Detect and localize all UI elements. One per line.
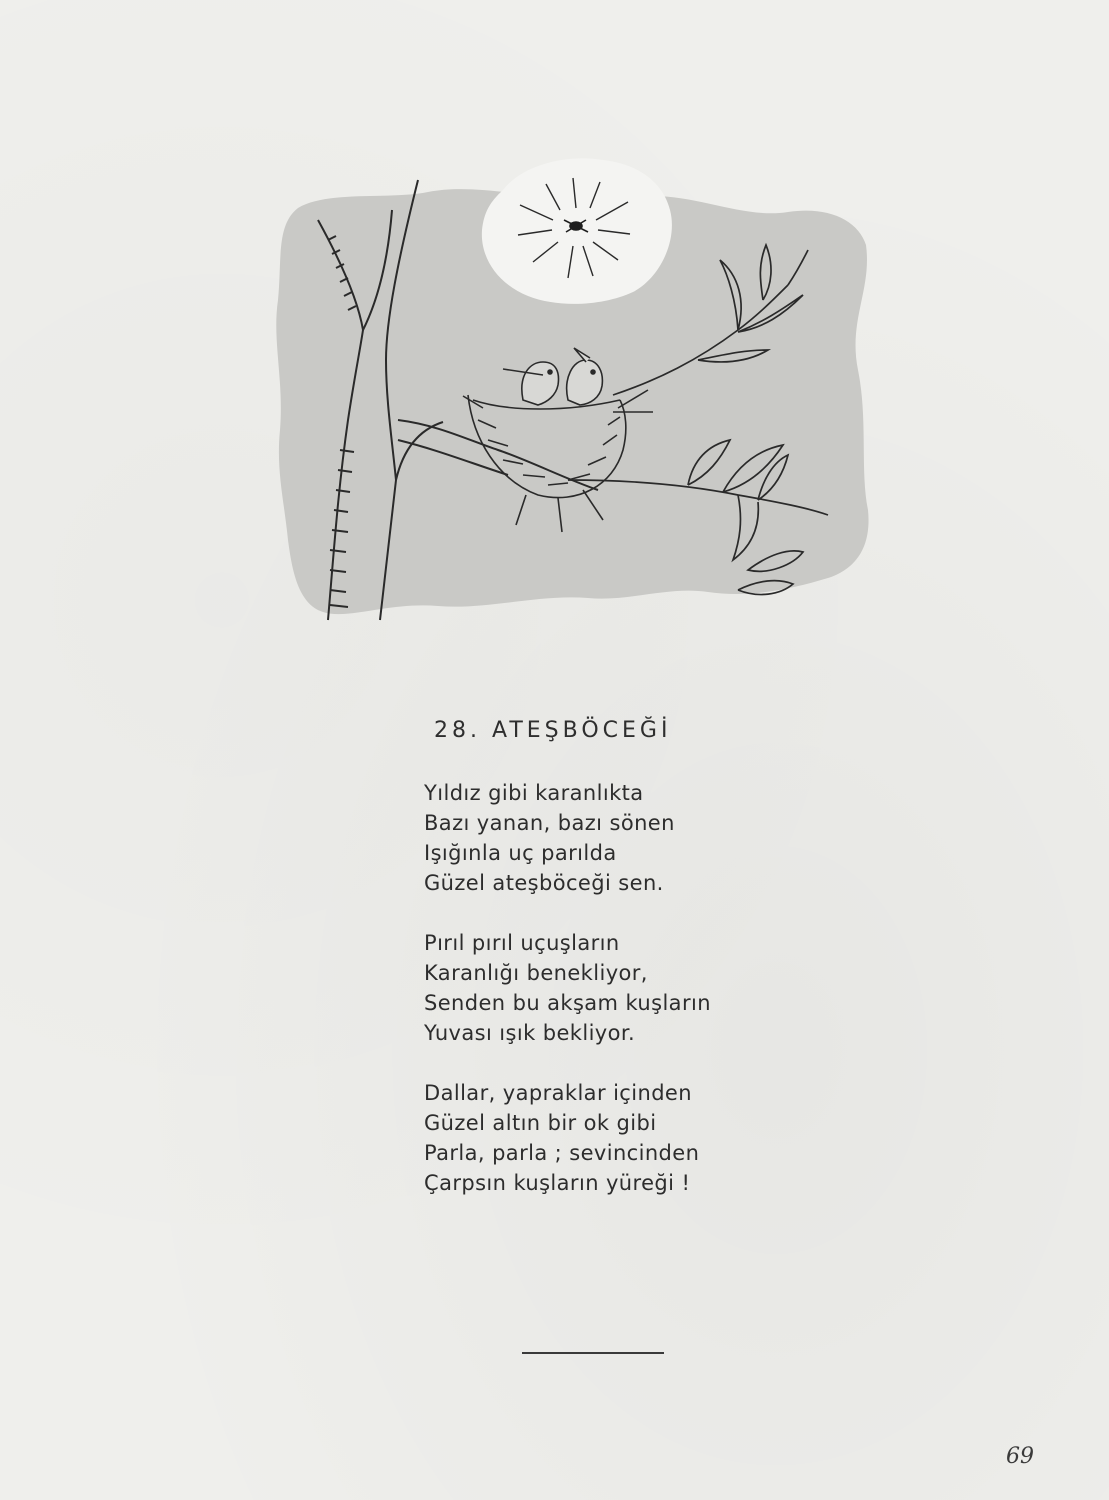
poem-line: Güzel ateşböceği sen. (424, 871, 664, 895)
poem-line: Senden bu akşam kuşların (424, 991, 711, 1015)
poem-line: Dallar, yapraklar içinden (424, 1081, 692, 1105)
poem-line: Yuvası ışık bekliyor. (424, 1021, 636, 1045)
bird-nest-illustration-icon (268, 150, 873, 630)
end-separator-line (522, 1352, 664, 1354)
poem-heading (434, 718, 671, 743)
stanza-2 (424, 928, 844, 1048)
poem-number: 28. (434, 718, 481, 743)
page-number: 69 (1006, 1444, 1034, 1469)
poem-line: Parla, parla ; sevincinden (424, 1141, 700, 1165)
stanza-1 (424, 778, 844, 898)
poem-line: Güzel altın bir ok gibi (424, 1111, 657, 1135)
poem-line: Işığınla uç parılda (424, 841, 617, 865)
poem-body (424, 778, 844, 1228)
poem-line: Yıldız gibi karanlıkta (424, 781, 644, 805)
poem-line: Bazı yanan, bazı sönen (424, 811, 675, 835)
poem-line: Çarpsın kuşların yüreği ! (424, 1171, 691, 1195)
stanza-3 (424, 1078, 844, 1198)
poem-line: Karanlığı benekliyor, (424, 961, 648, 985)
sun-icon (482, 158, 672, 304)
poem-line: Pırıl pırıl uçuşların (424, 931, 620, 955)
poem-title: ATEŞBÖCEĞİ (492, 718, 672, 743)
